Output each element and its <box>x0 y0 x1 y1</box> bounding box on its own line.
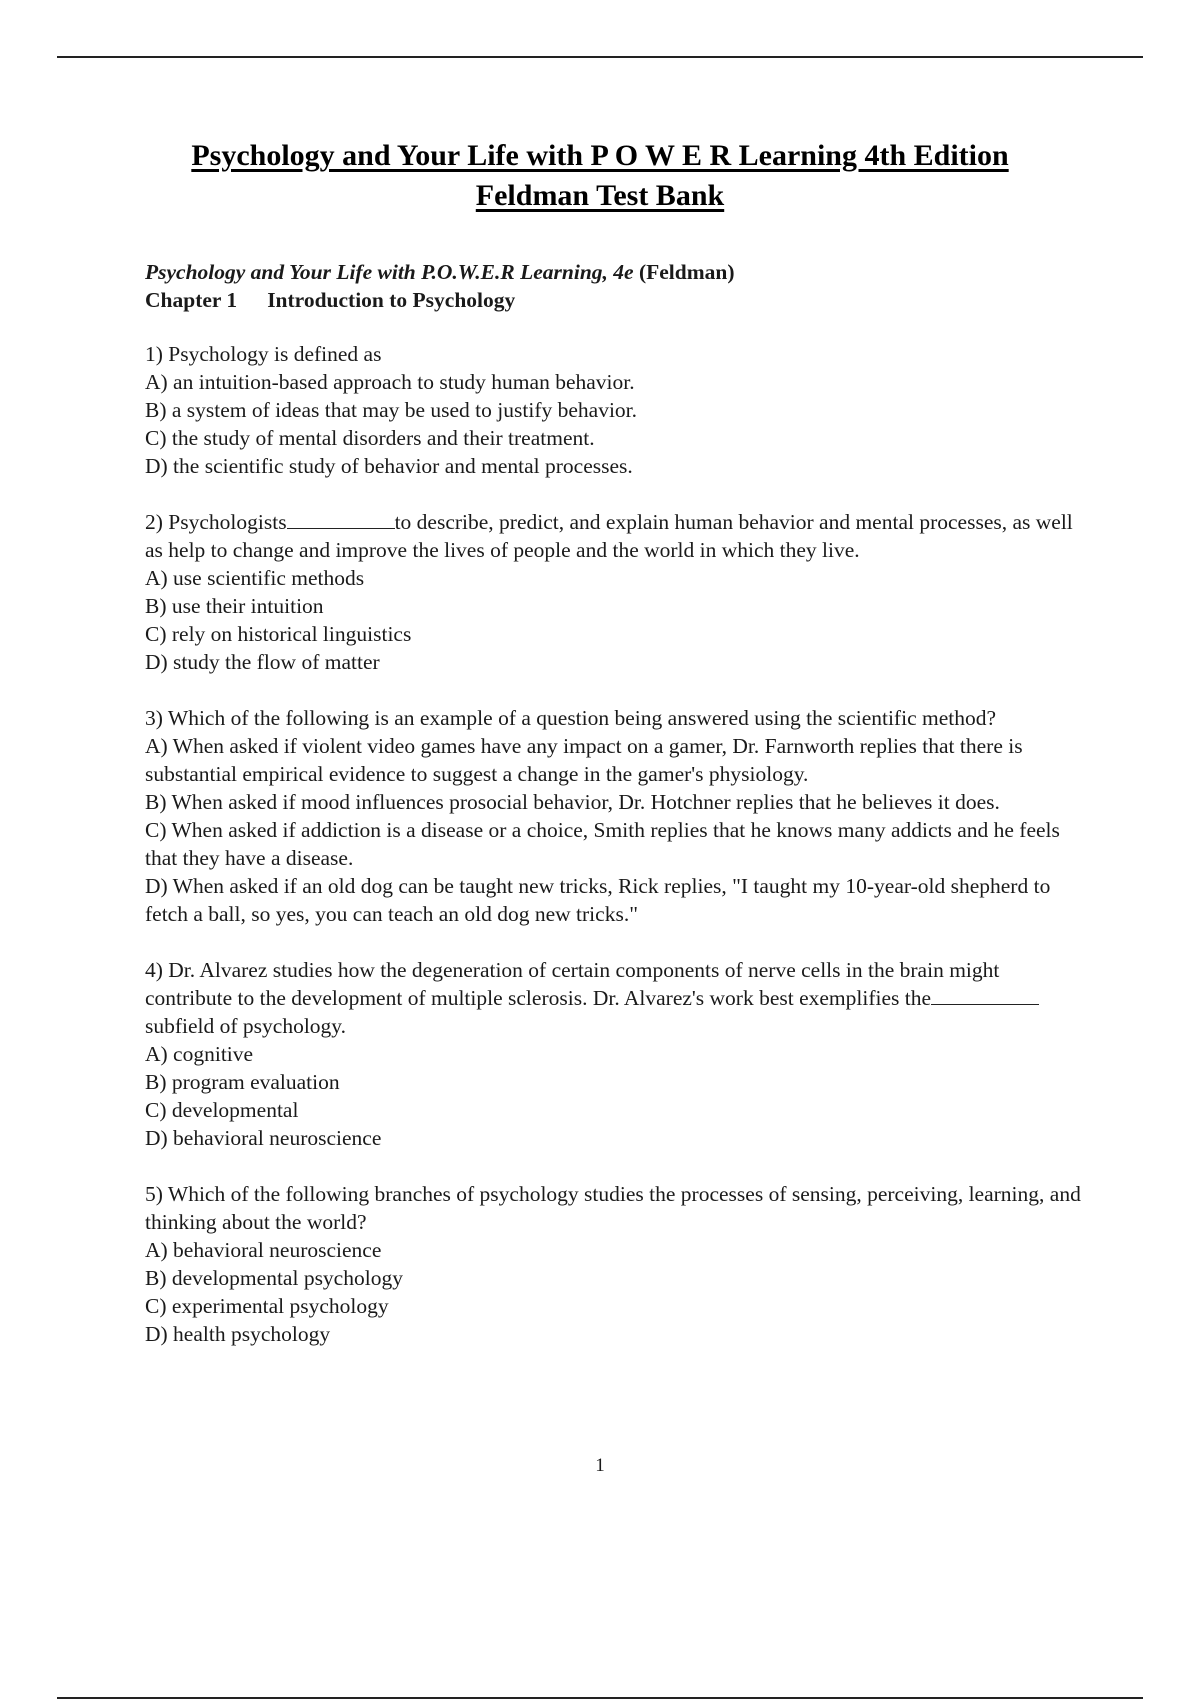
answer-option: C) rely on historical linguistics <box>145 622 412 646</box>
question-stem <box>145 508 1085 564</box>
document-title <box>57 136 1143 216</box>
fill-in-blank <box>931 986 1039 1005</box>
bottom-rule <box>57 1697 1143 1699</box>
answer-option: B) program evaluation <box>145 1070 340 1094</box>
answer-option: B) When asked if mood influences prosocial behavior, Dr. Hotchner replies that he believes it does. <box>145 790 1000 814</box>
answer-option: D) behavioral neuroscience <box>145 1126 382 1150</box>
answer-option: C) experimental psychology <box>145 1294 389 1318</box>
question-stem: 5) Which of the following branches of psychology studies the processes of sensing, perceiving, learning, and thinking about the world? <box>145 1182 1081 1234</box>
answer-option: C) developmental <box>145 1098 299 1122</box>
chapter-title: Introduction to Psychology <box>267 288 516 312</box>
question-4 <box>145 956 1085 1152</box>
answer-option: C) the study of mental disorders and their treatment. <box>145 426 595 450</box>
top-rule <box>57 56 1143 58</box>
question-3 <box>145 704 1085 928</box>
stem-before-blank: 4) Dr. Alvarez studies how the degeneration of certain components of nerve cells in the brain might contribute to the development of multiple sclerosis. Dr. Alvarez's work best exemplifies the <box>145 958 1000 1010</box>
question-2 <box>145 508 1085 676</box>
answer-option: B) a system of ideas that may be used to justify behavior. <box>145 398 638 422</box>
question-stem: 1) Psychology is defined as <box>145 342 382 366</box>
book-line <box>145 258 1085 286</box>
book-author: (Feldman) <box>638 260 735 284</box>
answer-option: A) cognitive <box>145 1042 254 1066</box>
answer-option: D) When asked if an old dog can be taught new tricks, Rick replies, "I taught my 10-year-old shepherd to fetch a ball, so yes, you can teach an old dog new tricks." <box>145 874 1051 926</box>
question-5 <box>145 1180 1085 1348</box>
answer-option: B) use their intuition <box>145 594 324 618</box>
stem-after-blank: subfield of psychology. <box>145 1014 347 1038</box>
answer-option: D) study the flow of matter <box>145 650 380 674</box>
chapter-heading <box>145 286 1085 314</box>
answer-option: D) health psychology <box>145 1322 331 1346</box>
title-line-2: Feldman Test Bank <box>475 179 725 212</box>
chapter-label: Chapter 1 <box>145 288 238 312</box>
book-title: Psychology and Your Life with P.O.W.E.R Learning, 4e <box>145 260 634 284</box>
answer-option: B) developmental psychology <box>145 1266 403 1290</box>
answer-option: A) use scientific methods <box>145 566 365 590</box>
answer-option: A) behavioral neuroscience <box>145 1238 382 1262</box>
title-line-1: Psychology and Your Life with P O W E R Learning 4th Edition <box>191 139 1009 172</box>
question-stem: 3) Which of the following is an example of a question being answered using the scientific method? <box>145 706 997 730</box>
question-1 <box>145 340 1085 480</box>
stem-before-blank: 2) Psychologists <box>145 510 287 534</box>
answer-option: C) When asked if addiction is a disease or a choice, Smith replies that he knows many addicts and he feels that they have a disease. <box>145 818 1060 870</box>
answer-option: A) an intuition-based approach to study human behavior. <box>145 370 635 394</box>
page-number: 1 <box>595 1455 605 1476</box>
document-body <box>145 258 1085 1348</box>
stem-after-blank: to describe, predict, and explain human behavior and mental processes, as well as help to change and improve the lives of people and the world in which they live. <box>145 510 1073 562</box>
fill-in-blank <box>287 510 395 529</box>
answer-option: D) the scientific study of behavior and mental processes. <box>145 454 633 478</box>
answer-option: A) When asked if violent video games have any impact on a gamer, Dr. Farnworth replies that there is substantial empirical evidence to suggest a change in the gamer's physiology. <box>145 734 1023 786</box>
question-stem <box>145 956 1085 1040</box>
